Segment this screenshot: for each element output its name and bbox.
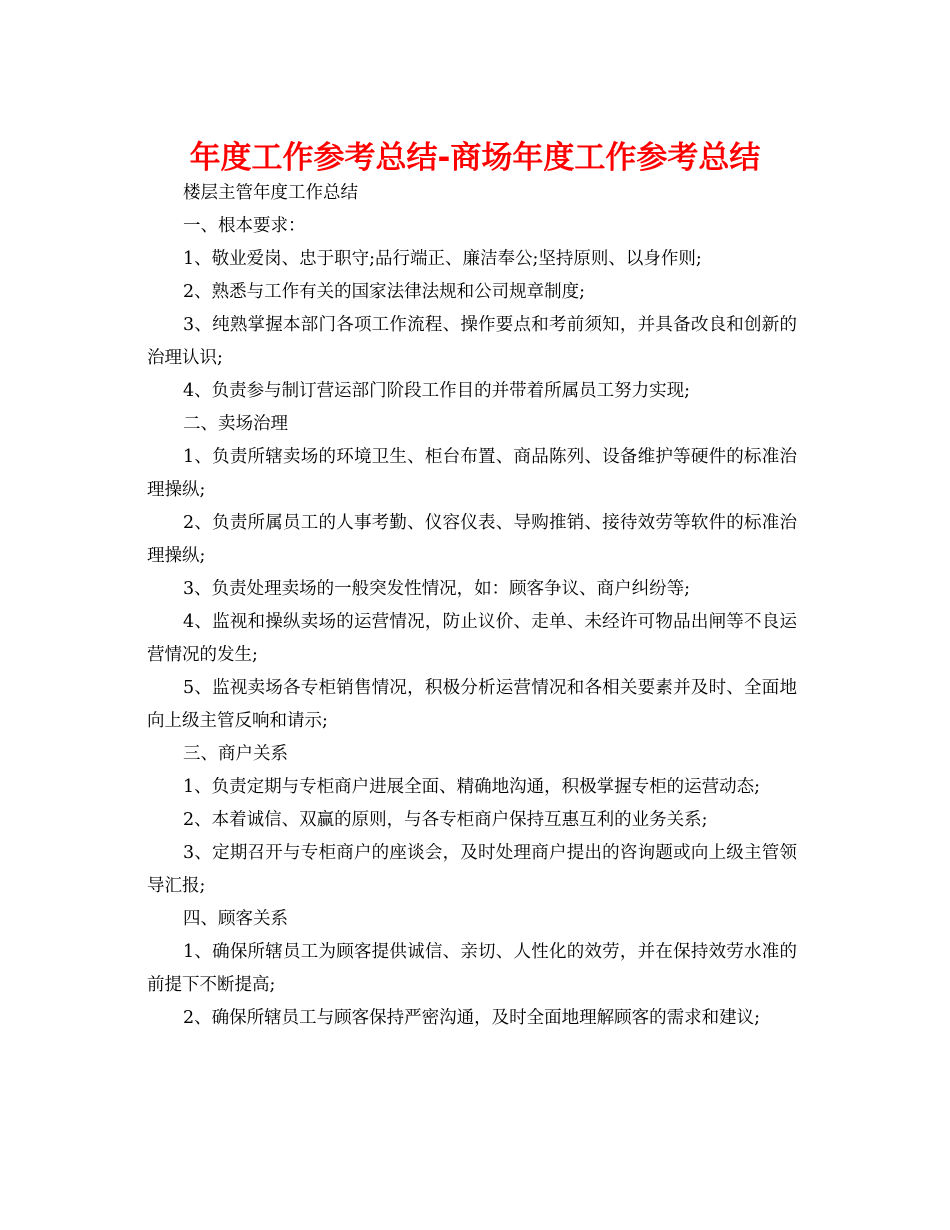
paragraph: 三、商户关系 xyxy=(183,744,288,764)
paragraph: 2、负责所属员工的人事考勤、仪容仪表、导购推销、接待效劳等软件的标准治理操纵; xyxy=(147,513,797,566)
paragraph: 2、熟悉与工作有关的国家法律法规和公司规章制度; xyxy=(183,282,586,302)
paragraph: 3、纯熟掌握本部门各项工作流程、操作要点和考前须知，并具备改良和创新的治理认识; xyxy=(147,315,797,368)
paragraph: 四、顾客关系 xyxy=(183,909,288,929)
paragraph: 1、确保所辖员工为顾客提供诚信、亲切、人性化的效劳，并在保持效劳水准的前提下不断提高; xyxy=(147,942,797,995)
paragraph: 1、负责所辖卖场的环境卫生、柜台布置、商品陈列、设备维护等硬件的标准治理操纵; xyxy=(147,447,797,500)
document-title: 年度工作参考总结-商场年度工作参考总结 xyxy=(189,140,761,176)
paragraph: 楼层主管年度工作总结 xyxy=(183,183,358,203)
paragraph: 2、本着诚信、双赢的原则，与各专柜商户保持互惠互利的业务关系; xyxy=(183,810,708,830)
paragraph: 1、负责定期与专柜商户进展全面、精确地沟通，积极掌握专柜的运营动态; xyxy=(183,777,761,797)
paragraph: 3、定期召开与专柜商户的座谈会，及时处理商户提出的咨询题或向上级主管领导汇报; xyxy=(147,843,797,896)
paragraph: 一、根本要求： xyxy=(183,216,306,236)
paragraph: 5、监视卖场各专柜销售情况，积极分析运营情况和各相关要素并及时、全面地向上级主管反响和请示; xyxy=(147,678,797,731)
paragraph: 二、卖场治理 xyxy=(183,414,288,434)
paragraph: 4、监视和操纵卖场的运营情况，防止议价、走单、未经许可物品出闸等不良运营情况的发生; xyxy=(147,612,797,665)
document-body xyxy=(147,177,797,1035)
paragraph: 4、负责参与制订营运部门阶段工作目的并带着所属员工努力实现; xyxy=(183,381,691,401)
paragraph: 3、负责处理卖场的一般突发性情况，如：顾客争议、商户纠纷等; xyxy=(183,579,691,599)
paragraph: 1、敬业爱岗、忠于职守;品行端正、廉洁奉公;坚持原则、以身作则; xyxy=(183,249,702,269)
paragraph: 2、确保所辖员工与顾客保持严密沟通，及时全面地理解顾客的需求和建议; xyxy=(183,1008,761,1028)
